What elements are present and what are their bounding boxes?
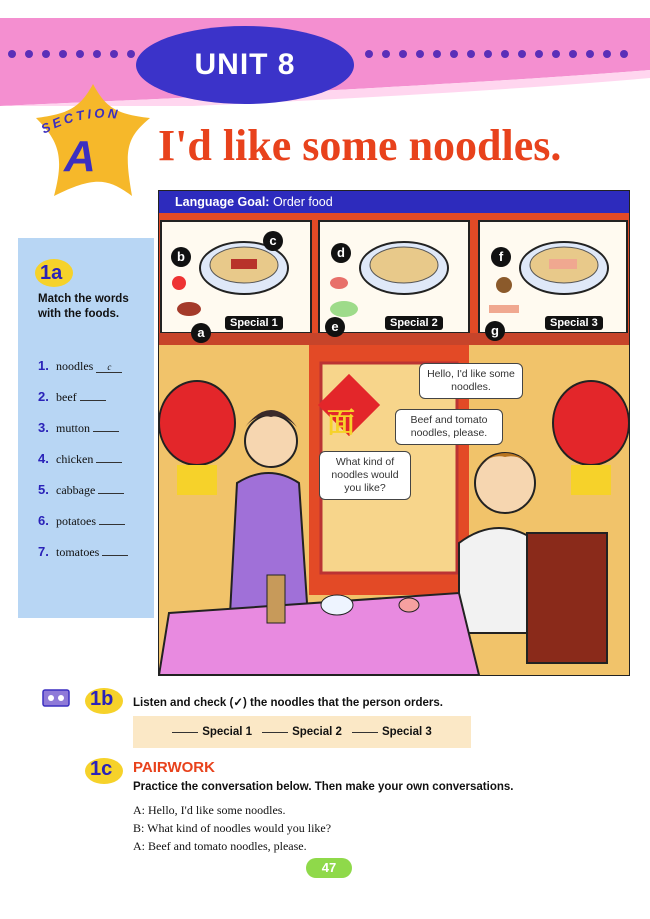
pairwork-heading: PAIRWORK [133,759,215,776]
marker-f: f [491,247,511,267]
banner-dots-right [365,50,628,62]
answer-blank[interactable] [98,493,124,494]
word-label: mutton [56,421,91,435]
answer-blank[interactable] [80,400,106,401]
exercise-1b-options [133,716,471,748]
cassette-tape-icon [42,688,70,708]
marker-d: d [331,243,351,263]
word-item [38,544,158,575]
marker-e: e [325,317,345,337]
restaurant-scene [159,213,629,675]
word-label: cabbage [56,483,96,497]
word-item [38,513,158,544]
section-letter: A [64,132,96,181]
speech-bubble-waitress: What kind of noodles would you like? [319,451,411,500]
speech-bubble-customer: Hello, I'd like some noodles. [419,363,523,399]
unit-badge [136,26,354,104]
word-item [38,451,158,482]
option-special-3[interactable]: Special 3 [381,726,432,738]
word-label: noodles [56,359,94,373]
option-special-2[interactable]: Special 2 [292,726,342,738]
option-special-1[interactable]: Special 1 [202,726,253,738]
word-label: potatoes [56,514,96,528]
exercise-1c-instruction: Practice the conversation below. Then make your own conversations. [133,781,514,793]
language-goal-bar [159,191,629,213]
dialog-line-2: B: What kind of noodles would you like? [133,821,332,835]
badge-1b-label: 1b [90,688,114,710]
speech-bubble-customer-2: Beef and tomato noodles, please. [395,409,503,445]
word-item [38,358,158,389]
special-3-label: Special 3 [545,316,603,330]
dialog-line-1: A: Hello, I'd like some noodles. [133,803,286,817]
answer-blank[interactable] [93,431,119,432]
badge-1c-label: 1c [90,758,113,780]
word-label: beef [56,390,77,404]
marker-a: a [191,323,211,343]
marker-c: c [263,231,283,251]
noodle-sign-char: 面 [327,406,356,439]
word-number: 6. [38,513,49,528]
word-number: 4. [38,451,49,466]
word-number: 7. [38,544,49,559]
restaurant-illustration [158,190,630,676]
answer-blank[interactable] [96,462,122,463]
answer-blank[interactable] [99,524,125,525]
answer-blank[interactable] [102,555,128,556]
word-number: 5. [38,482,49,497]
word-number: 2. [38,389,49,404]
exercise-1a-instruction: Match the words with the foods. [38,293,129,320]
unit-label: UNIT 8 [194,48,296,81]
word-label: chicken [56,452,94,466]
word-item [38,420,158,451]
dialog-line-3: A: Beef and tomato noodles, please. [133,839,307,853]
exercise-1b-instruction: Listen and check (✓) the noodles that the person orders. [133,697,443,709]
word-item [38,482,158,513]
word-number: 3. [38,420,49,435]
answer-blank[interactable]: c [96,362,122,373]
svg-text:SECTION: SECTION [38,105,122,137]
word-list [38,358,158,575]
page-title: I'd like some noodles. [158,121,562,170]
special-2-label: Special 2 [385,316,443,330]
special-1-label: Special 1 [225,316,283,330]
page-number: 47 [306,858,352,878]
word-label: tomatoes [56,545,100,559]
word-number: 1. [38,358,49,373]
marker-b: b [171,247,191,267]
language-goal-value: Order food [272,195,333,209]
marker-g: g [485,321,505,341]
word-item [38,389,158,420]
badge-1a-label: 1a [40,262,63,284]
language-goal-label: Language Goal: [175,195,270,209]
